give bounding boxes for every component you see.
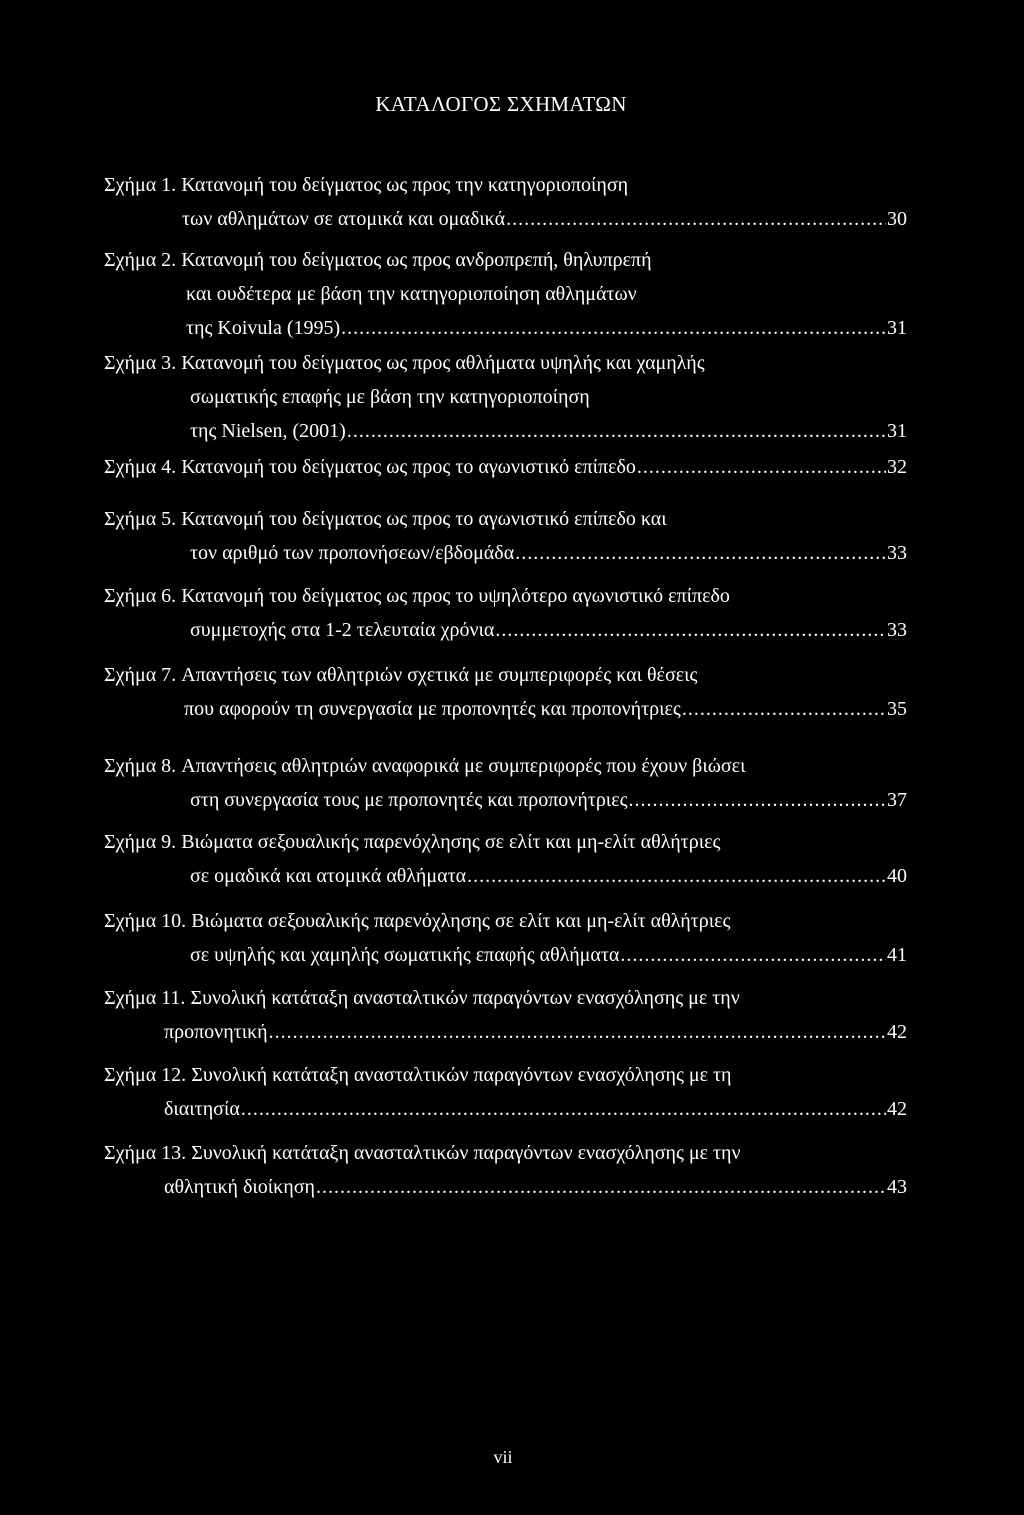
figure-caption: των αθλημάτων σε ατομικά και ομαδικά [182,208,506,230]
figure-entry-line [184,694,907,724]
figure-entry-line-first [104,906,730,936]
figure-label: Σχήμα 11. [104,987,191,1009]
figure-entry-line-first [104,452,907,482]
dot-leader [506,204,886,234]
figure-label: Σχήμα 8. [104,755,182,777]
figure-entry-line [190,861,907,891]
figure-entry-line [164,1094,907,1124]
figure-caption: της Koivula (1995) [186,317,341,339]
figure-page-number: 30 [887,208,907,230]
figure-entry-line [190,615,907,645]
figure-entry-line [190,940,907,970]
page-title: ΚΑΤΑΛΟΓΟΣ ΣΧΗΜΑΤΩΝ [375,92,627,116]
dot-leader [515,538,886,568]
figure-label: Σχήμα 6. [104,585,182,607]
figure-caption: Συνολική κατάταξη ανασταλτικών παραγόντων ενασχόλησης με την [190,987,740,1009]
figure-label: Σχήμα 5. [104,508,182,530]
figure-caption: Κατανομή του δείγματος ως προς το αγωνιστικό επίπεδο και [181,508,667,530]
figure-entry-line-first [104,983,740,1013]
figure-caption: Βιώματα σεξουαλικής παρενόχλησης σε ελίτ και μη-ελίτ αθλήτριες [181,831,721,853]
dot-leader [347,416,886,446]
figure-page-number: 42 [887,1098,907,1120]
figure-page-number: 32 [887,456,907,478]
figure-entry-line [164,1172,907,1202]
dot-leader [629,785,886,815]
figure-caption: Απαντήσεις αθλητριών αναφορικά με συμπεριφορές που έχουν βιώσει [181,755,746,777]
figure-caption: σε υψηλής και χαμηλής σωματικής επαφής αθλήματα [190,944,620,966]
figure-page-number: 40 [887,865,907,887]
figure-caption: αθλητική διοίκηση [164,1176,315,1198]
figure-entry-line-first [104,827,720,857]
figure-label: Σχήμα 2. [104,249,182,271]
dot-leader [682,694,886,724]
figure-caption: της Nielsen, (2001) [190,420,346,442]
figure-entry-line [182,204,907,234]
figure-caption: Βιώματα σεξουαλικής παρενόχλησης σε ελίτ και μη-ελίτ αθλήτριες [191,910,731,932]
dot-leader [241,1094,886,1124]
figure-caption: προπονητική [164,1021,268,1043]
figure-caption: συμμετοχής στα 1-2 τελευταία χρόνια [190,619,495,641]
figure-caption: και ουδέτερα με βάση την κατηγοριοποίηση αθλημάτων [186,283,637,305]
figure-page-number: 35 [887,698,907,720]
figure-entry-line-first [104,751,745,781]
dot-leader [316,1172,886,1202]
figure-entry-line [190,416,907,446]
figure-page-number: 42 [887,1021,907,1043]
figure-caption: Κατανομή του δείγματος ως προς αθλήματα υψηλής και χαμηλής [181,352,705,374]
figure-label: Σχήμα 10. [104,910,192,932]
figure-entry-line [190,382,590,412]
dot-leader [495,615,886,645]
dot-leader [341,313,886,343]
figure-entry-line [164,1017,907,1047]
figure-caption: Συνολική κατάταξη ανασταλτικών παραγόντων ενασχόλησης με τη [191,1064,732,1086]
figure-caption: Κατανομή του δείγματος ως προς την κατηγοριοποίηση [181,174,629,196]
figure-page-number: 31 [887,420,907,442]
figure-entry-line-first [104,660,697,690]
figure-caption: στη συνεργασία τους με προπονητές και προπονήτριες [190,789,628,811]
dot-leader [620,940,886,970]
figure-entry-line-first [104,170,628,200]
figure-label: Σχήμα 12. [104,1064,192,1086]
figure-caption: σε ομαδικά και ατομικά αθλήματα [190,865,467,887]
figure-entry-line-first [104,581,730,611]
dot-leader [467,861,886,891]
figure-entry-line-first [104,504,667,534]
figure-caption: Κατανομή του δείγματος ως προς το αγωνιστικό επίπεδο [181,456,636,478]
figure-entry-line-first [104,1060,732,1090]
figure-label: Σχήμα 4. [104,456,182,478]
dot-leader [269,1017,886,1047]
figure-page-number: 37 [887,789,907,811]
figure-page-number: 33 [887,619,907,641]
figure-page-number: 43 [887,1176,907,1198]
figure-entry-line-first [104,1138,741,1168]
dot-leader [637,452,886,482]
figure-page-number: 31 [887,317,907,339]
figure-caption: σωματικής επαφής με βάση την κατηγοριοποίηση [190,386,590,408]
figure-caption: Συνολική κατάταξη ανασταλτικών παραγόντων ενασχόλησης με την [191,1142,741,1164]
figure-label: Σχήμα 1. [104,174,182,196]
figure-caption: Κατανομή του δείγματος ως προς το υψηλότερο αγωνιστικό επίπεδο [181,585,730,607]
figure-entry-line-first [104,348,705,378]
figure-label: Σχήμα 7. [104,664,182,686]
figure-label: Σχήμα 3. [104,352,182,374]
page-number: vii [493,1447,513,1467]
figure-caption: που αφορούν τη συνεργασία με προπονητές και προπονήτριες [184,698,681,720]
figure-caption: διαιτησία [164,1098,240,1120]
figure-page-number: 41 [887,944,907,966]
figure-caption: τον αριθμό των προπονήσεων/εβδομάδα [190,542,515,564]
figure-caption: Απαντήσεις των αθλητριών σχετικά με συμπεριφορές και θέσεις [181,664,698,686]
figure-entry-line [190,785,907,815]
figure-label: Σχήμα 13. [104,1142,192,1164]
figure-label: Σχήμα 9. [104,831,182,853]
figure-page-number: 33 [887,542,907,564]
figure-entry-line [186,313,907,343]
figure-entry-line-first [104,245,652,275]
figure-entry-line [190,538,907,568]
figure-entry-line [186,279,637,309]
figure-caption: Κατανομή του δείγματος ως προς ανδροπρεπή, θηλυπρεπή [181,249,652,271]
